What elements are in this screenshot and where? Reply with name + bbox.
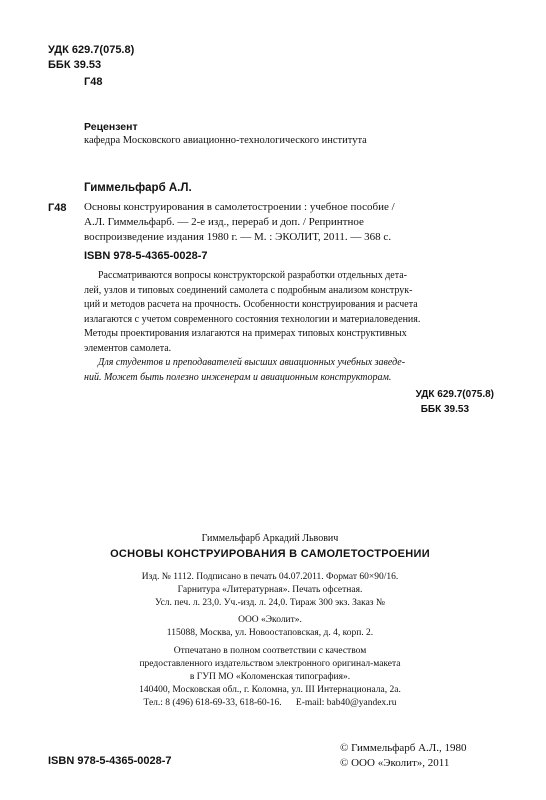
bib-line: Основы конструирования в самолетостроении : учебное пособие / [84,201,395,213]
reviewer-label: Рецензент [84,121,138,133]
audience-line: ний. Может быть полезно инженерам и авиационным конструкторам. [84,371,392,383]
publisher-line: 115088, Москва, ул. Новоостаповская, д. 4, корп. 2. [166,628,374,638]
printer-line: в ГУП МО «Коломенская типография». [189,672,351,682]
bib-line: воспроизведение издания 1980 г. — М. : ЭКОЛИТ, 2011. — 368 с. [84,231,392,243]
bib-line: А.Л. Гиммельфарб. — 2-е изд., перераб и доп. / Репринтное [84,216,364,228]
print-line: Гарнитура «Литературная». Печать офсетная. [177,585,363,595]
imprint-author-name: Гиммельфарб Аркадий Львович [201,533,339,544]
copyright-author: © Гиммельфарб А.Л., 1980 [340,742,467,754]
annotation-line: Рассматриваются вопросы конструкторской разработки отдельных дета- [98,270,407,281]
publisher-line: ООО «Эколит». [238,615,302,625]
copyright-publisher: © ООО «Эколит», 2011 [340,757,450,769]
printer-line: Отпечатано в полном соответствии с качеством [173,646,367,656]
annotation-line: Методы проектирования излагаются на примерах типовых конструктивных [84,328,407,339]
imprint-publisher [70,614,470,640]
annotation-udk: УДК 629.7(075.8) [415,389,494,400]
annotation-line: ций и методов расчета на прочность. Особенности конструирования и расчета [84,299,418,310]
annotation-line: излагаются с учетом современного состояния технологии и материаловедения. [84,313,421,325]
annotation-bbk: ББК 39.53 [420,404,469,415]
printer-line: Тел.: 8 (496) 618-69-33, 618-60-16. E-mail: bab40@yandex.ru [143,698,397,708]
annotation-audience [84,356,496,385]
printer-line: предоставленного издательством электронного оригинал-макета [139,659,401,669]
bib-description [84,200,496,245]
imprint-print-info [70,571,470,610]
bib-author: Гиммельфарб А.Л. [84,182,192,194]
bib-isbn: ISBN 978-5-4365-0028-7 [84,250,208,262]
author-mark: Г48 [84,76,103,88]
reviewer-text: кафедра Московского авиационно-технологического института [84,135,367,146]
print-line: Изд. № 1112. Подписано в печать 04.07.2011. Формат 60×90/16. [141,572,399,582]
imprint-title [70,548,470,561]
annotation-line: элементов самолета. [84,342,172,354]
audience-line: Для студентов и преподавателей высших авиационных учебных заведе- [98,357,406,368]
annotation-line: лей, узлов и типовых соединений самолета с подробным анализом конструк- [84,284,413,296]
bbk-code: ББК 39.53 [48,59,102,71]
footer-isbn: ISBN 978-5-4365-0028-7 [48,755,172,767]
imprint-title-text: ОСНОВЫ КОНСТРУИРОВАНИЯ В САМОЛЕТОСТРОЕНИИ [110,548,430,560]
print-line: Усл. печ. л. 23,0. Уч.-изд. л. 24,0. Тираж 300 экз. Заказ № [154,598,385,608]
imprint-author [70,532,470,545]
annotation [84,269,496,356]
udk-code: УДК 629.7(075.8) [48,44,135,56]
printer-line: 140400, Московская обл., г. Коломна, ул. III Интернационала, 2а. [139,685,401,695]
bib-mark: Г48 [48,202,67,214]
imprint-printer [70,645,470,710]
